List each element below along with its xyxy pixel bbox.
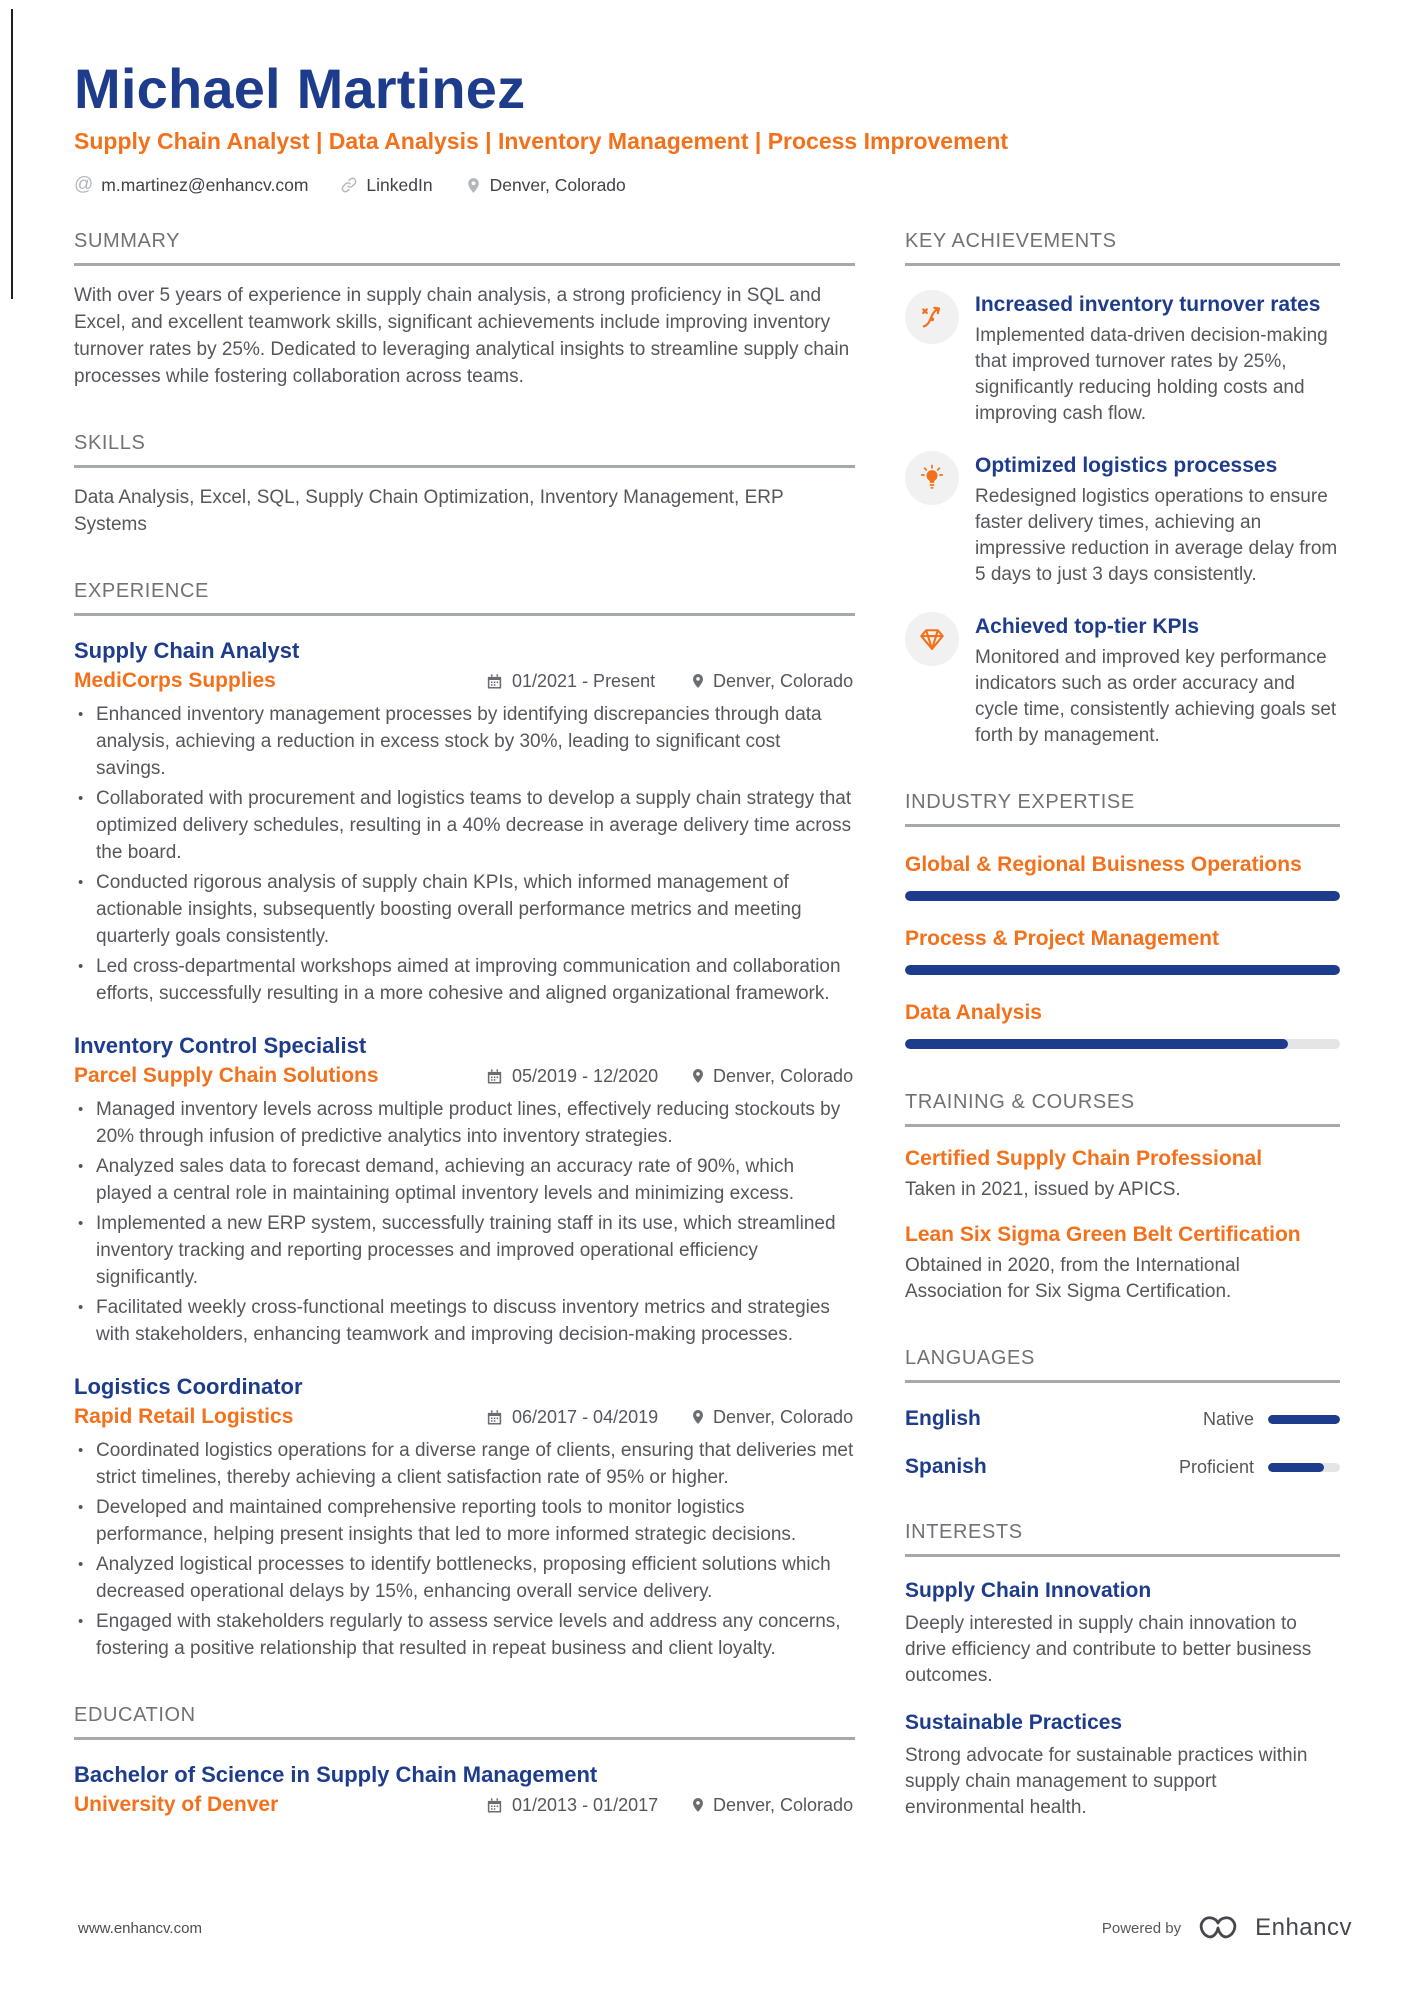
bullet-item: • Developed and maintained comprehensive reporting tools to monitor logistics performance, helping present insights that led to more informed strategic decisions.	[74, 1494, 855, 1548]
two-column-layout	[74, 230, 1340, 1863]
location-pin-icon	[690, 1797, 706, 1813]
progress-bar-track	[905, 1039, 1340, 1049]
job-title: Logistics Coordinator	[74, 1374, 303, 1399]
summary-heading: SUMMARY	[74, 230, 855, 266]
achievement-title: Optimized logistics processes	[975, 454, 1278, 477]
achievement-text: Redesigned logistics operations to ensure faster delivery times, achieving an impressive reduction in average delay from 5 days to just 3 days consistently.	[975, 486, 1338, 585]
course-text: Taken in 2021, issued by APICS.	[905, 1179, 1181, 1200]
achievement-body	[975, 290, 1340, 427]
job-title: Supply Chain Analyst	[74, 638, 300, 663]
calendar-icon	[486, 1797, 503, 1814]
progress-bar-fill	[905, 965, 1340, 975]
linkedin-link[interactable]	[340, 175, 432, 196]
linkedin-text: LinkedIn	[366, 174, 433, 195]
job-location	[690, 1407, 855, 1428]
progress-bar-track	[905, 965, 1340, 975]
enhancv-logo-icon[interactable]	[1195, 1913, 1241, 1943]
job-entry	[74, 638, 855, 1007]
calendar-icon	[486, 673, 503, 690]
job-location-text: Denver, Colorado	[713, 1406, 854, 1427]
language-bar-track	[1268, 1463, 1340, 1472]
achievement-text: Monitored and improved key performance indicators such as order accuracy and cycle time, consistently achieving goals set forth by management.	[975, 647, 1337, 746]
email-link[interactable]	[74, 174, 308, 196]
job-location	[690, 1066, 855, 1087]
expertise-label: Global & Regional Buisness Operations	[905, 853, 1302, 876]
degree-title: Bachelor of Science in Supply Chain Management	[74, 1762, 598, 1787]
powered-by-label: Powered by	[1101, 1919, 1182, 1937]
bullet-item: • Managed inventory levels across multiple product lines, effectively reducing stockouts by 20% through infusion of predictive analytics into inventory strategies.	[74, 1096, 855, 1150]
job-dates-text: 01/2021 - Present	[512, 670, 656, 691]
skills-section	[74, 432, 855, 538]
achievements-section	[905, 230, 1340, 749]
person-name: Michael Martinez	[74, 57, 526, 120]
language-level: Proficient	[1178, 1456, 1254, 1477]
interest-text: Deeply interested in supply chain innovation to drive efficiency and contribute to better business outcomes.	[905, 1613, 1312, 1686]
job-location-text: Denver, Colorado	[713, 1065, 854, 1086]
job-dates-text: 05/2019 - 12/2020	[512, 1065, 659, 1086]
expertise-heading: INDUSTRY EXPERTISE	[905, 791, 1340, 827]
right-column	[905, 230, 1340, 1863]
calendar-icon	[486, 1409, 503, 1426]
interest-item	[905, 1711, 1340, 1821]
job-company: Parcel Supply Chain Solutions	[74, 1064, 379, 1087]
contact-row	[74, 174, 1340, 196]
languages-section	[905, 1347, 1340, 1479]
language-row	[905, 1455, 1340, 1479]
skills-heading: SKILLS	[74, 432, 855, 468]
interest-title: Supply Chain Innovation	[905, 1579, 1152, 1602]
languages-heading: LANGUAGES	[905, 1347, 1340, 1383]
calendar-icon	[486, 1068, 503, 1085]
at-icon	[74, 174, 93, 196]
bullet-item: • Coordinated logistics operations for a diverse range of clients, ensuring that deliveries met strict timelines, thereby achieving a client satisfaction rate of 95% or higher.	[74, 1437, 855, 1491]
progress-bar-fill	[905, 1039, 1288, 1049]
achievement-body	[975, 451, 1340, 588]
interests-heading: INTERESTS	[905, 1521, 1340, 1557]
course-item	[905, 1223, 1340, 1305]
job-company: Rapid Retail Logistics	[74, 1405, 294, 1428]
achievements-heading: KEY ACHIEVEMENTS	[905, 230, 1340, 266]
interest-item	[905, 1579, 1340, 1689]
language-bar-fill	[1268, 1415, 1340, 1424]
job-location-text: Denver, Colorado	[713, 670, 854, 691]
bullet-item: • Collaborated with procurement and logistics teams to develop a supply chain strategy that optimized delivery schedules, resulting in a 40% decrease in average delivery time across the board.	[74, 785, 855, 866]
interest-text: Strong advocate for sustainable practices within supply chain management to support environmental health.	[905, 1745, 1308, 1818]
location-text: Denver, Colorado	[489, 174, 626, 195]
job-title: Inventory Control Specialist	[74, 1033, 367, 1058]
resume-header	[74, 58, 1340, 196]
bullet-item: • Analyzed logistical processes to identify bottlenecks, proposing efficient solutions which decreased operational delays by 15%, enhancing overall service delivery.	[74, 1551, 855, 1605]
school-name: University of Denver	[74, 1793, 279, 1816]
summary-text: With over 5 years of experience in supply chain analysis, a strong proficiency in SQL and Excel, and excellent teamwork skills, significant achievements include improving inventory turnover rates by 25%. Dedicated to leveraging analytical insights to streamline supply chain processes while fostering collaboration across teams.	[74, 285, 850, 387]
expertise-item	[905, 1001, 1340, 1049]
job-company: MediCorps Supplies	[74, 669, 276, 692]
job-dates	[486, 1066, 690, 1087]
education-location-text: Denver, Colorado	[713, 1794, 854, 1815]
location-pin-icon	[465, 177, 482, 194]
interests-section	[905, 1521, 1340, 1821]
lightbulb-icon	[905, 451, 959, 505]
achievement-text: Implemented data-driven decision-making that improved turnover rates by 25%, significantly reducing holding costs and improving cash flow.	[975, 325, 1328, 424]
education-heading: EDUCATION	[74, 1704, 855, 1740]
training-section	[905, 1091, 1340, 1305]
person-headline: Supply Chain Analyst | Data Analysis | Inventory Management | Process Improvement	[74, 128, 1009, 154]
education-location	[690, 1795, 855, 1816]
achievement-item	[905, 612, 1340, 749]
job-dates	[486, 1407, 690, 1428]
left-column	[74, 230, 855, 1863]
education-dates-text: 01/2013 - 01/2017	[512, 1794, 659, 1815]
diamond-icon	[905, 612, 959, 666]
progress-bar-track	[905, 891, 1340, 901]
email-text: m.martinez@enhancv.com	[101, 174, 309, 195]
education-dates	[486, 1795, 690, 1816]
expertise-item	[905, 927, 1340, 975]
language-name: Spanish	[905, 1455, 987, 1478]
course-title: Lean Six Sigma Green Belt Certification	[905, 1223, 1301, 1246]
progress-bar-fill	[905, 891, 1340, 901]
training-heading: TRAINING & COURSES	[905, 1091, 1340, 1127]
location-pin-icon	[690, 1068, 706, 1084]
education-entry	[74, 1762, 855, 1817]
bullet-item: • Analyzed sales data to forecast demand, achieving an accuracy rate of 90%, which played a central role in maintaining optimal inventory levels and minimizing excess.	[74, 1153, 855, 1207]
site-link[interactable]: www.enhancv.com	[78, 1919, 202, 1937]
education-meta-row	[74, 1793, 855, 1817]
page-edge-line	[11, 9, 13, 299]
job-meta-row	[74, 669, 855, 693]
location-pin-icon	[690, 673, 706, 689]
achievement-body	[975, 612, 1340, 749]
job-dates-text: 06/2017 - 04/2019	[512, 1406, 659, 1427]
job-dates	[486, 671, 690, 692]
interest-title: Sustainable Practices	[905, 1711, 1123, 1734]
job-location	[690, 671, 855, 692]
expertise-label: Data Analysis	[905, 1001, 1042, 1024]
expertise-section	[905, 791, 1340, 1049]
course-title: Certified Supply Chain Professional	[905, 1147, 1263, 1170]
achievement-title: Increased inventory turnover rates	[975, 293, 1321, 316]
bullet-item: • Engaged with stakeholders regularly to assess service levels and address any concerns, fostering a positive relationship that resulted in repeat business and client loyalty.	[74, 1608, 855, 1662]
bullet-item: • Led cross-departmental workshops aimed at improving communication and collaboration efforts, successfully resulting in a more cohesive and aligned organizational framework.	[74, 953, 855, 1007]
job-meta-row	[74, 1405, 855, 1429]
course-text: Obtained in 2020, from the International Association for Six Sigma Certification.	[905, 1255, 1240, 1302]
summary-section	[74, 230, 855, 390]
skills-text: Data Analysis, Excel, SQL, Supply Chain Optimization, Inventory Management, ERP Systems	[74, 487, 784, 535]
language-row	[905, 1407, 1340, 1431]
expertise-label: Process & Project Management	[905, 927, 1219, 950]
education-section	[74, 1704, 855, 1817]
job-bullets	[74, 1437, 855, 1662]
location-pin-icon	[690, 1409, 706, 1425]
language-bar-fill	[1268, 1463, 1324, 1472]
achievement-item	[905, 451, 1340, 588]
achievement-item	[905, 290, 1340, 427]
job-bullets	[74, 1096, 855, 1348]
job-entry	[74, 1033, 855, 1348]
location-item	[465, 175, 626, 196]
expertise-item	[905, 853, 1340, 901]
language-bar-track	[1268, 1415, 1340, 1424]
achievement-title: Achieved top-tier KPIs	[975, 615, 1200, 638]
course-item	[905, 1147, 1340, 1203]
experience-section	[74, 580, 855, 1662]
language-name: English	[905, 1407, 981, 1430]
link-icon	[340, 176, 358, 194]
job-bullets	[74, 701, 855, 1007]
bullet-item: • Facilitated weekly cross-functional meetings to discuss inventory metrics and strategies with stakeholders, enhancing teamwork and improving decision-making processes.	[74, 1294, 855, 1348]
language-level: Native	[1202, 1408, 1254, 1429]
enhancv-wordmark[interactable]: Enhancv	[1255, 1914, 1352, 1941]
page-footer	[0, 1913, 1410, 1943]
job-entry	[74, 1374, 855, 1662]
experience-heading: EXPERIENCE	[74, 580, 855, 616]
powered-by-block	[1102, 1913, 1352, 1943]
bullet-item: • Enhanced inventory management processes by identifying discrepancies through data analysis, achieving a reduction in excess stock by 30%, leading to significant cost savings.	[74, 701, 855, 782]
job-meta-row	[74, 1064, 855, 1088]
strategy-arrows-icon	[905, 290, 959, 344]
bullet-item: • Conducted rigorous analysis of supply chain KPIs, which informed management of actionable insights, subsequently boosting overall performance metrics and meeting quarterly goals consistently.	[74, 869, 855, 950]
bullet-item: • Implemented a new ERP system, successfully training staff in its use, which streamlined inventory tracking and reporting processes and improved operational efficiency significantly.	[74, 1210, 855, 1291]
